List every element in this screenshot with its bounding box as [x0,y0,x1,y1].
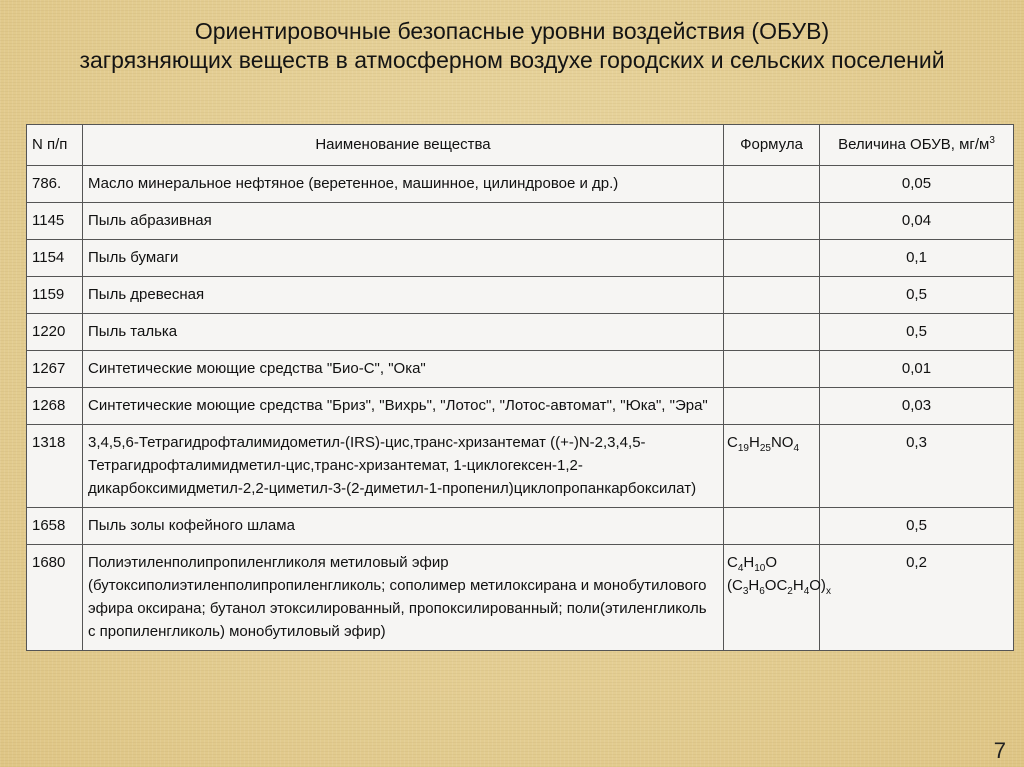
title-line-2: загрязняющих веществ в атмосферном воздухе городских и сельских поселений [79,47,945,73]
cell-formula [724,277,820,314]
table-row [27,545,1014,651]
formula-text: O) [809,577,826,594]
formula-subscript: 10 [754,563,766,574]
formula-subscript: x [825,586,831,597]
formula-text: H [748,434,760,451]
cell-number: 1220 [27,314,83,351]
slide-title [0,17,1024,75]
cell-obuv-value: 0,2 [820,545,1014,651]
formula-text: C [727,434,738,451]
cell-substance-name: Синтетические моющие средства "Био-С", "Ока" [83,351,724,388]
header-number: N п/п [27,125,83,166]
cell-substance-name: Синтетические моющие средства "Бриз", "Вихрь", "Лотос", "Лотос-автомат", "Юка", "Эра" [83,388,724,425]
formula-subscript: 19 [737,443,749,454]
obuv-table [26,124,1014,651]
formula-text: NO [770,434,794,451]
table-row [27,240,1014,277]
formula-subscript: 4 [793,443,799,454]
formula-subscript: 3 [742,586,749,597]
table-row [27,425,1014,508]
header-name: Наименование вещества [83,125,724,166]
cell-substance-name: 3,4,5,6-Тетрагидрофталимидометил-(IRS)-цис,транс-хризантемат ((+-)N-2,3,4,5-Тетрагидрофталимидметил-цис,транс-хризантемат, 1-циклогексен-1,2-дикарбоксимидметил-2,2-циметил-3-(2-диметил-1-пропенил)циклопропанкарбоксилат) [83,425,724,508]
cell-formula [724,388,820,425]
cell-number: 1268 [27,388,83,425]
cell-formula [724,314,820,351]
cell-obuv-value: 0,1 [820,240,1014,277]
table-row [27,508,1014,545]
cell-formula [724,351,820,388]
cell-formula [724,166,820,203]
cell-substance-name: Пыль древесная [83,277,724,314]
cell-formula [724,545,831,651]
formula-text: OC [764,577,788,594]
cell-substance-name: Пыль золы кофейного шлама [83,508,724,545]
cell-obuv-value: 0,04 [820,203,1014,240]
header-value-sup: 3 [989,135,995,146]
cell-number: 1680 [27,545,83,651]
cell-number: 1658 [27,508,83,545]
cell-number: 1145 [27,203,83,240]
page-number: 7 [993,738,1006,763]
formula-subscript: 4 [803,586,810,597]
formula-subscript: 2 [787,586,793,597]
table-row [27,203,1014,240]
cell-substance-name: Пыль абразивная [83,203,724,240]
table-header-row [27,125,1014,166]
cell-number: 786. [27,166,83,203]
cell-obuv-value: 0,05 [820,166,1014,203]
header-value-text: Величина ОБУВ, мг/м [838,136,990,153]
table-row [27,388,1014,425]
cell-number: 1154 [27,240,83,277]
formula-text: H [748,577,760,594]
cell-substance-name: Пыль бумаги [83,240,724,277]
formula-subscript: 4 [737,563,744,574]
formula-text: H [743,554,755,571]
table-row [27,314,1014,351]
cell-formula [724,203,820,240]
cell-formula [724,240,820,277]
cell-obuv-value: 0,5 [820,508,1014,545]
formula-subscript: 25 [759,443,771,454]
table-row [27,277,1014,314]
cell-number: 1318 [27,425,83,508]
cell-obuv-value: 0,3 [820,425,1014,508]
formula-text: H [792,577,804,594]
cell-obuv-value: 0,03 [820,388,1014,425]
formula-text: O (C [727,554,778,594]
cell-substance-name: Пыль талька [83,314,724,351]
formula-subscript: 6 [759,586,765,597]
table-row [27,166,1014,203]
cell-substance-name: Масло минеральное нефтяное (веретенное, машинное, цилиндровое и др.) [83,166,724,203]
cell-formula [724,508,820,545]
cell-substance-name: Полиэтиленполипропиленгликоля метиловый эфир (бутоксиполиэтиленполипропиленгликоль; сополимер метилоксирана и монобутилового эфира оксирана; бутанол этоксилированный, пропоксилированный; поли(этиленгликоль с пропиленгликоль) монобутиловый эфир) [83,545,724,651]
cell-number: 1267 [27,351,83,388]
cell-obuv-value: 0,01 [820,351,1014,388]
cell-obuv-value: 0,5 [820,314,1014,351]
table-row [27,351,1014,388]
header-formula: Формула [724,125,820,166]
header-value [820,125,1014,166]
table-body [27,166,1014,651]
cell-formula [724,425,820,508]
cell-obuv-value: 0,5 [820,277,1014,314]
formula-text: C [727,554,738,571]
title-line-1: Ориентировочные безопасные уровни воздействия (ОБУВ) [194,18,830,44]
cell-number: 1159 [27,277,83,314]
